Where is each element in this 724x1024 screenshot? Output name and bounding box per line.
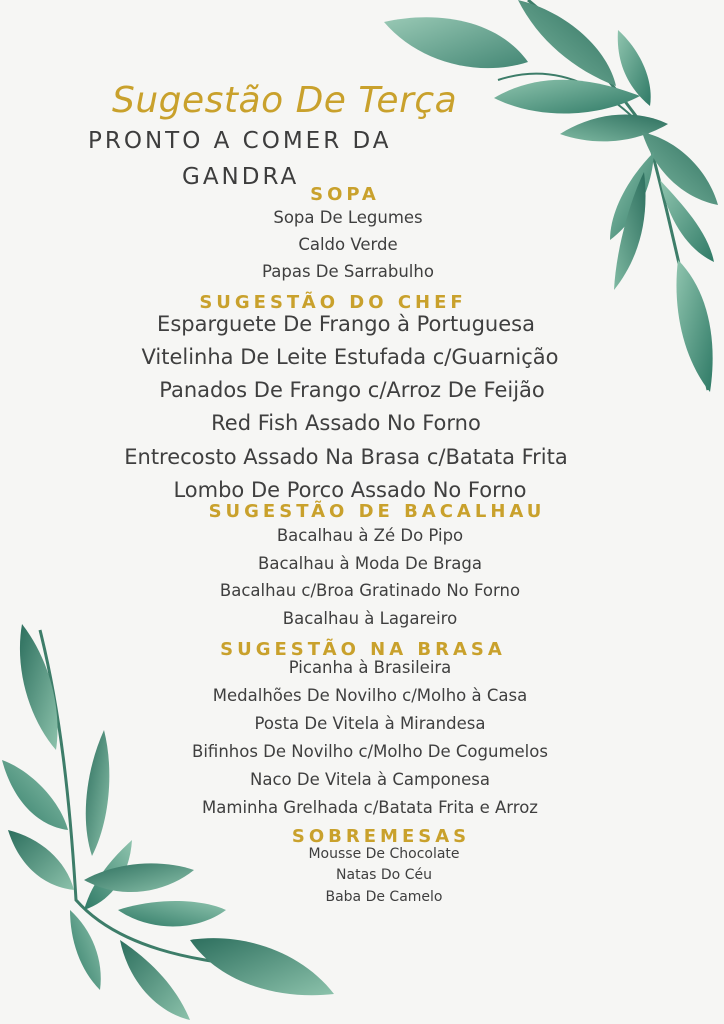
- menu-item: Posta De Vitela à Mirandesa: [254, 714, 486, 733]
- section-heading-brasa: SUGESTÃO NA BRASA: [220, 639, 506, 660]
- menu-item: Picanha à Brasileira: [288, 658, 452, 677]
- section-heading-sobremesas: SOBREMESAS: [291, 826, 471, 847]
- menu-subtitle-line2: GANDRA: [182, 164, 300, 190]
- menu-item: Lombo De Porco Assado No Forno: [173, 478, 527, 502]
- menu-title: Sugestão De Terça: [112, 80, 458, 121]
- section-heading-bacalhau: SUGESTÃO DE BACALHAU: [208, 501, 546, 522]
- menu-item: Bifinhos De Novilho c/Molho De Cogumelos: [192, 742, 548, 761]
- menu-item: Papas De Sarrabulho: [262, 262, 434, 281]
- menu-item: Panados De Frango c/Arroz De Feijão: [159, 378, 545, 402]
- leaf-branch-bottom-left: [0, 620, 340, 1024]
- menu-item: Bacalhau à Moda De Braga: [258, 554, 482, 573]
- menu-item: Baba De Camelo: [325, 889, 443, 905]
- menu-item: Medalhões De Novilho c/Molho à Casa: [212, 686, 528, 705]
- menu-subtitle-line1: PRONTO A COMER DA: [88, 128, 392, 154]
- menu-item: Bacalhau c/Broa Gratinado No Forno: [219, 581, 521, 600]
- menu-item: Entrecosto Assado Na Brasa c/Batata Frita: [124, 445, 568, 469]
- menu-item: Mousse De Chocolate: [308, 846, 460, 862]
- menu-item: Sopa De Legumes: [273, 208, 423, 227]
- menu-item: Natas Do Céu: [336, 867, 432, 883]
- menu-item: Caldo Verde: [298, 235, 398, 254]
- menu-item: Red Fish Assado No Forno: [211, 411, 481, 435]
- menu-item: Maminha Grelhada c/Batata Frita e Arroz: [202, 798, 538, 817]
- menu-item: Esparguete De Frango à Portuguesa: [157, 312, 535, 336]
- menu-item: Bacalhau à Zé Do Pipo: [276, 526, 464, 545]
- menu-item: Vitelinha De Leite Estufada c/Guarnição: [141, 345, 559, 369]
- menu-item: Bacalhau à Lagareiro: [282, 609, 458, 628]
- menu-item: Naco De Vitela à Camponesa: [250, 770, 490, 789]
- section-heading-chef: SUGESTÃO DO CHEF: [199, 292, 467, 313]
- section-heading-sopa: SOPA: [310, 184, 380, 205]
